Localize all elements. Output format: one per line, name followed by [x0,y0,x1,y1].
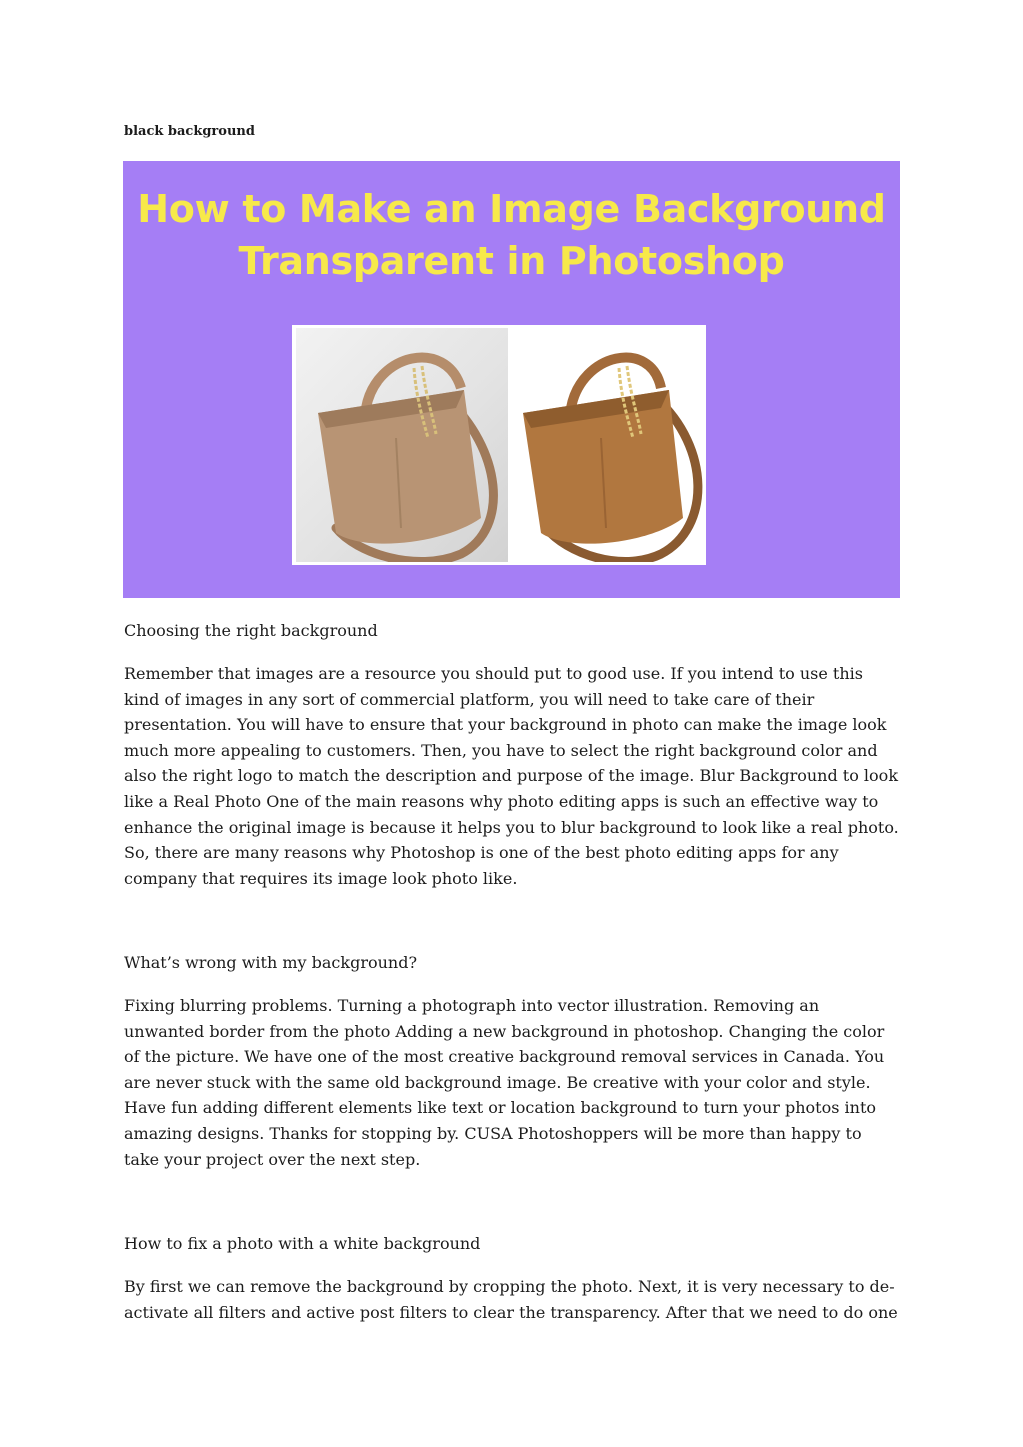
banner-title-line-2: Transparent in Photoshop [238,239,785,283]
section-heading-fix-white-background: How to fix a photo with a white background [124,1234,481,1253]
hero-banner-image [123,161,900,598]
banner-title [123,183,900,287]
section-heading-choosing-background: Choosing the right background [124,621,378,640]
before-after-photos [292,325,706,565]
section-heading-whats-wrong: What’s wrong with my background? [124,953,418,972]
section-body-choosing-background: Remember that images are a resource you should put to good use. If you intend to use this kind of images in any sort of commercial platform, you will need to take care of their presentation. You will have to ensure that your background in photo can make the image look much more appealing to customers. Then, you have to select the right background color and also the right logo to match the description and purpose of the image. Blur Background to look like a Real Photo One of the main reasons why photo editing apps is such an effective way to enhance the original image is because it helps you to blur background to look like a real photo. So, there are many reasons why Photoshop is one of the best photo editing apps for any company that requires its image look photo like. [124,664,899,888]
bag-photo-after [511,328,703,562]
section-body-whats-wrong: Fixing blurring problems. Turning a photograph into vector illustration. Removing an unwanted border from the photo Adding a new background in photoshop. Changing the color of the picture. We have one of the most creative background removal services in Canada. You are never stuck with the same old background image. Be creative with your color and style. Have fun adding different elements like text or location background to turn your photos into amazing designs. Thanks for stopping by. CUSA Photoshoppers will be more than happy to take your project over the next step. [124,996,885,1169]
section-body-fix-white-background: By first we can remove the background by cropping the photo. Next, it is very necessary to de-activate all filters and active post filters to clear the transparency. After that we need to do one [124,1277,898,1322]
banner-title-line-1: How to Make an Image Background [137,187,886,231]
document-label: black background [124,124,255,139]
bag-photo-before [296,328,508,562]
